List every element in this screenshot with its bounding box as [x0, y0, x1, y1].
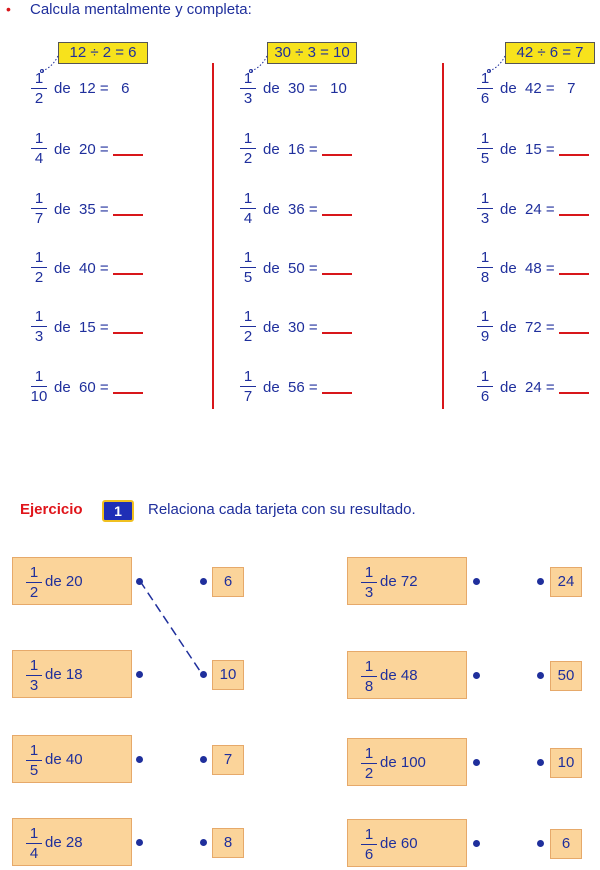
fraction-numerator: 1 [29, 742, 39, 759]
card-text: de 48 [380, 667, 418, 684]
fraction-bar [26, 760, 42, 761]
answer-blank[interactable] [113, 140, 143, 156]
fraction-bar [31, 88, 47, 89]
fraction-denominator: 4 [243, 210, 253, 227]
fraction [30, 130, 48, 167]
result-connector-dot[interactable] [200, 839, 207, 846]
word-de: de [54, 260, 71, 277]
fraction-card[interactable] [12, 557, 132, 605]
fraction-bar [26, 582, 42, 583]
fraction-numerator: 1 [364, 658, 374, 675]
exercise-label: Ejercicio [20, 501, 83, 518]
fraction-denominator: 4 [29, 845, 39, 862]
expression [263, 80, 347, 97]
result-connector-dot[interactable] [537, 759, 544, 766]
fraction-bar [361, 676, 377, 677]
worksheet-row [239, 190, 404, 226]
equals-sign: = [308, 141, 318, 158]
expression [500, 80, 576, 97]
result-connector-dot[interactable] [200, 578, 207, 585]
fraction-numerator: 1 [364, 745, 374, 762]
word-de: de [500, 379, 517, 396]
fraction-bar [31, 326, 47, 327]
fraction-numerator: 1 [29, 825, 39, 842]
fraction-card[interactable] [347, 651, 467, 699]
fraction [25, 742, 43, 779]
fraction-bar [26, 675, 42, 676]
answer-blank[interactable] [322, 140, 352, 156]
fraction-bar [240, 148, 256, 149]
fraction-bar [477, 88, 493, 89]
whole-number: 30 [288, 319, 305, 336]
fraction-denominator: 10 [30, 388, 48, 405]
equals-sign: = [308, 379, 318, 396]
fraction-numerator: 1 [480, 249, 490, 266]
worksheet-row [476, 130, 600, 166]
expression [54, 140, 143, 158]
fraction-bar [26, 843, 42, 844]
answer-blank[interactable] [322, 318, 352, 334]
expression [54, 259, 143, 277]
fraction-denominator: 6 [480, 90, 490, 107]
exercise-instruction: Relaciona cada tarjeta con su resultado. [148, 501, 416, 518]
answer-blank[interactable] [559, 140, 589, 156]
answer-blank[interactable] [559, 200, 589, 216]
fraction-numerator: 1 [364, 826, 374, 843]
equals-sign: = [99, 141, 109, 158]
answer-blank[interactable] [559, 259, 589, 275]
fraction [239, 308, 257, 345]
fraction-numerator: 1 [243, 130, 253, 147]
whole-number: 20 [79, 141, 96, 158]
word-de: de [263, 319, 280, 336]
expression [54, 80, 130, 97]
whole-number: 35 [79, 201, 96, 218]
fraction-card[interactable] [12, 818, 132, 866]
fraction-numerator: 1 [34, 368, 44, 385]
hint-box-3: 42 ÷ 6 = 7 [505, 42, 595, 64]
fraction-denominator: 8 [480, 269, 490, 286]
fraction-numerator: 1 [243, 190, 253, 207]
word-de: de [263, 141, 280, 158]
fraction-denominator: 4 [34, 150, 44, 167]
word-de: de [500, 141, 517, 158]
equals-sign: = [545, 201, 555, 218]
fraction [30, 308, 48, 345]
whole-number: 36 [288, 201, 305, 218]
answer-blank[interactable] [113, 259, 143, 275]
fraction [476, 249, 494, 286]
result-box[interactable]: 50 [550, 661, 582, 691]
fraction [476, 368, 494, 405]
whole-number: 56 [288, 379, 305, 396]
equals-sign: = [99, 80, 109, 97]
result-connector-dot[interactable] [200, 756, 207, 763]
fraction-bar [31, 267, 47, 268]
fraction [239, 249, 257, 286]
fraction-denominator: 3 [29, 677, 39, 694]
fraction-bar [477, 148, 493, 149]
result-connector-dot[interactable] [537, 840, 544, 847]
worksheet-row [239, 308, 404, 344]
fraction-denominator: 6 [480, 388, 490, 405]
fraction-numerator: 1 [243, 308, 253, 325]
answer-blank[interactable] [322, 200, 352, 216]
expression [54, 378, 143, 396]
result-connector-dot[interactable] [537, 672, 544, 679]
fraction [360, 745, 378, 782]
card-connector-dot[interactable] [136, 756, 143, 763]
expression [263, 200, 352, 218]
fraction-numerator: 1 [243, 368, 253, 385]
fraction-numerator: 1 [480, 130, 490, 147]
exercise-number-badge: 1 [102, 500, 134, 522]
hint-box-1: 12 ÷ 2 = 6 [58, 42, 148, 64]
fraction-bar [477, 326, 493, 327]
word-de: de [54, 379, 71, 396]
fraction-denominator: 7 [34, 210, 44, 227]
equals-sign: = [545, 379, 555, 396]
fraction [25, 657, 43, 694]
expression [500, 378, 589, 396]
result-connector-dot[interactable] [200, 671, 207, 678]
fraction-bar [477, 386, 493, 387]
page-title: Calcula mentalmente y completa: [30, 1, 252, 18]
worksheet-row [30, 308, 195, 344]
fraction-bar [361, 763, 377, 764]
fraction-denominator: 2 [29, 584, 39, 601]
fraction-denominator: 5 [480, 150, 490, 167]
whole-number: 42 [525, 80, 542, 97]
card-text: de 28 [45, 834, 83, 851]
result-box[interactable]: 24 [550, 567, 582, 597]
card-connector-dot[interactable] [136, 671, 143, 678]
fraction-denominator: 8 [364, 678, 374, 695]
word-de: de [500, 260, 517, 277]
answer-blank[interactable] [113, 200, 143, 216]
whole-number: 50 [288, 260, 305, 277]
fraction-numerator: 1 [34, 70, 44, 87]
card-text: de 100 [380, 754, 426, 771]
fraction-card[interactable] [347, 557, 467, 605]
equals-sign: = [308, 260, 318, 277]
worksheet-row [476, 368, 600, 404]
equals-sign: = [99, 260, 109, 277]
column-divider [442, 63, 444, 409]
fraction [360, 826, 378, 863]
fraction-numerator: 1 [480, 70, 490, 87]
equals-sign: = [545, 80, 555, 97]
hint-box-2: 30 ÷ 3 = 10 [267, 42, 357, 64]
whole-number: 16 [288, 141, 305, 158]
equals-sign: = [545, 260, 555, 277]
fraction-bar [240, 326, 256, 327]
answer-blank[interactable] [322, 259, 352, 275]
result-box[interactable]: 10 [212, 660, 244, 690]
fraction-numerator: 1 [480, 368, 490, 385]
equals-sign: = [99, 319, 109, 336]
equals-sign: = [308, 80, 318, 97]
fraction [476, 70, 494, 107]
fraction-bar [361, 844, 377, 845]
fraction-numerator: 1 [34, 308, 44, 325]
fraction [239, 70, 257, 107]
card-connector-dot[interactable] [136, 578, 143, 585]
card-text: de 20 [45, 573, 83, 590]
worksheet-row [239, 70, 404, 106]
fraction-card[interactable] [347, 738, 467, 786]
fraction-bar [31, 148, 47, 149]
word-de: de [263, 80, 280, 97]
fraction-denominator: 2 [243, 150, 253, 167]
bullet-icon: • [6, 1, 11, 17]
equals-sign: = [308, 319, 318, 336]
column-divider [212, 63, 214, 409]
whole-number: 15 [525, 141, 542, 158]
whole-number: 15 [79, 319, 96, 336]
fraction [30, 190, 48, 227]
fraction-numerator: 1 [29, 564, 39, 581]
word-de: de [500, 80, 517, 97]
fraction-denominator: 3 [34, 328, 44, 345]
word-de: de [54, 141, 71, 158]
result-box[interactable]: 6 [212, 567, 244, 597]
fraction-bar [240, 88, 256, 89]
equals-sign: = [545, 319, 555, 336]
fraction [239, 190, 257, 227]
result-connector-dot[interactable] [537, 578, 544, 585]
result-box[interactable]: 8 [212, 828, 244, 858]
word-de: de [500, 319, 517, 336]
expression [263, 378, 352, 396]
fraction-numerator: 1 [34, 130, 44, 147]
word-de: de [263, 379, 280, 396]
equals-sign: = [308, 201, 318, 218]
fraction-denominator: 3 [480, 210, 490, 227]
fraction [476, 130, 494, 167]
expression [500, 259, 589, 277]
worksheet-row [30, 190, 195, 226]
worksheet-row [476, 308, 600, 344]
whole-number: 24 [525, 379, 542, 396]
worksheet-row [30, 249, 195, 285]
word-de: de [263, 201, 280, 218]
fraction [25, 564, 43, 601]
fraction-numerator: 1 [34, 190, 44, 207]
answer-value: 6 [121, 80, 130, 97]
whole-number: 40 [79, 260, 96, 277]
fraction-denominator: 3 [364, 584, 374, 601]
fraction [239, 130, 257, 167]
fraction-bar [361, 582, 377, 583]
expression [263, 140, 352, 158]
word-de: de [54, 80, 71, 97]
equals-sign: = [99, 379, 109, 396]
expression [500, 318, 589, 336]
worksheet-row [239, 249, 404, 285]
card-text: de 18 [45, 666, 83, 683]
fraction [476, 308, 494, 345]
equals-sign: = [99, 201, 109, 218]
fraction-bar [31, 208, 47, 209]
worksheet-row [30, 130, 195, 166]
whole-number: 30 [288, 80, 305, 97]
fraction-numerator: 1 [364, 564, 374, 581]
whole-number: 12 [79, 80, 96, 97]
answer-value: 7 [567, 80, 576, 97]
expression [54, 200, 143, 218]
card-connector-dot[interactable] [136, 839, 143, 846]
result-box[interactable]: 6 [550, 829, 582, 859]
fraction-bar [240, 267, 256, 268]
card-text: de 60 [380, 835, 418, 852]
match-line [140, 581, 204, 677]
fraction [30, 249, 48, 286]
card-text: de 40 [45, 751, 83, 768]
fraction [360, 658, 378, 695]
fraction-denominator: 3 [243, 90, 253, 107]
fraction-numerator: 1 [480, 308, 490, 325]
expression [54, 318, 143, 336]
expression [263, 318, 352, 336]
fraction-denominator: 5 [243, 269, 253, 286]
card-connector-dot[interactable] [473, 672, 480, 679]
word-de: de [54, 201, 71, 218]
worksheet-row [239, 368, 404, 404]
fraction-numerator: 1 [29, 657, 39, 674]
word-de: de [263, 260, 280, 277]
word-de: de [500, 201, 517, 218]
fraction-bar [31, 386, 47, 387]
answer-value: 10 [330, 80, 347, 97]
result-box[interactable]: 10 [550, 748, 582, 778]
fraction-bar [240, 208, 256, 209]
whole-number: 72 [525, 319, 542, 336]
worksheet-row [30, 70, 195, 106]
fraction-denominator: 2 [34, 269, 44, 286]
card-connector-dot[interactable] [473, 759, 480, 766]
whole-number: 24 [525, 201, 542, 218]
fraction-numerator: 1 [243, 249, 253, 266]
answer-blank[interactable] [113, 318, 143, 334]
fraction-bar [477, 208, 493, 209]
fraction-denominator: 7 [243, 388, 253, 405]
answer-blank[interactable] [559, 378, 589, 394]
fraction-numerator: 1 [480, 190, 490, 207]
fraction-bar [477, 267, 493, 268]
fraction-denominator: 9 [480, 328, 490, 345]
expression [263, 259, 352, 277]
word-de: de [54, 319, 71, 336]
fraction-denominator: 2 [243, 328, 253, 345]
whole-number: 48 [525, 260, 542, 277]
fraction [360, 564, 378, 601]
answer-blank[interactable] [113, 378, 143, 394]
worksheet-row [476, 70, 600, 106]
fraction-numerator: 1 [34, 249, 44, 266]
fraction [30, 368, 48, 405]
fraction-denominator: 5 [29, 762, 39, 779]
worksheet-row [239, 130, 404, 166]
answer-blank[interactable] [322, 378, 352, 394]
equals-sign: = [545, 141, 555, 158]
expression [500, 200, 589, 218]
fraction [30, 70, 48, 107]
worksheet-row [30, 368, 195, 404]
card-text: de 72 [380, 573, 418, 590]
fraction [25, 825, 43, 862]
card-connector-dot[interactable] [473, 578, 480, 585]
whole-number: 60 [79, 379, 96, 396]
answer-blank[interactable] [559, 318, 589, 334]
fraction-card[interactable] [12, 735, 132, 783]
fraction-card[interactable] [12, 650, 132, 698]
fraction-denominator: 2 [364, 765, 374, 782]
fraction-numerator: 1 [243, 70, 253, 87]
fraction-denominator: 2 [34, 90, 44, 107]
expression [500, 140, 589, 158]
fraction-bar [240, 386, 256, 387]
fraction [239, 368, 257, 405]
fraction-denominator: 6 [364, 846, 374, 863]
result-box[interactable]: 7 [212, 745, 244, 775]
card-connector-dot[interactable] [473, 840, 480, 847]
fraction-card[interactable] [347, 819, 467, 867]
fraction [476, 190, 494, 227]
worksheet-row [476, 190, 600, 226]
worksheet-row [476, 249, 600, 285]
